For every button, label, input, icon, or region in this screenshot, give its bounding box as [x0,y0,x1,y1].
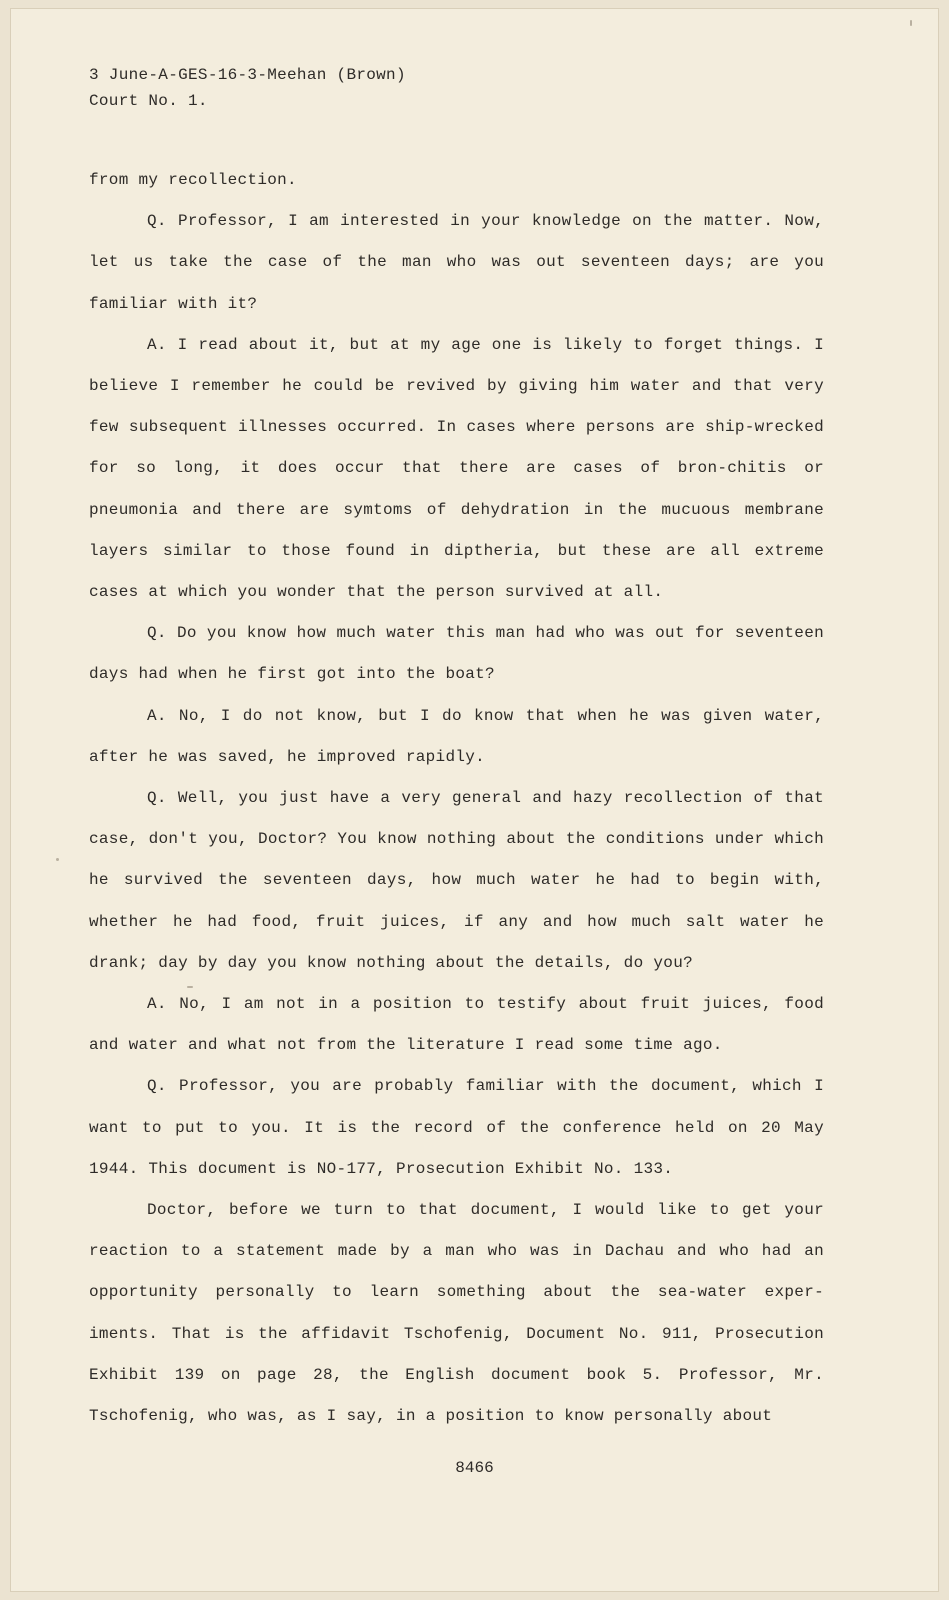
page-number: 8466 [455,1459,494,1477]
paper-speck [910,20,912,26]
paragraph-question: Q. Do you know how much water this man had who was out for seventeen days had when he first got into the boat? [89,624,824,684]
paper-speck [56,858,59,861]
document-header [89,62,824,114]
paragraph-question: Q. Professor, you are probably familiar with the document, which I want to put to you. It is the record of the conference held on 20 May 1944. This document is NO-177, Prosecution Exhibit No. 133. [89,1077,824,1178]
paragraph-question: Q. Professor, I am interested in your knowledge on the matter. Now, let us take the case of the man who was out seventeen days; are you familiar with it? [89,212,824,313]
header-line-case: 3 June-A-GES-16-3-Meehan (Brown) [89,66,406,84]
document-page [10,8,939,1592]
paper-speck [187,986,193,988]
paragraph-continuation: from my recollection. [89,171,297,189]
paragraph-answer: A. No, I am not in a position to testify about fruit juices, food and water and what not from the literature I read some time ago. [89,995,824,1055]
paragraph-question: Q. Well, you just have a very general and hazy recollection of that case, don't you, Doctor? You know nothing about the conditions under which he survived the seventeen days, how much water he had to begin with, whether he had food, fruit juices, if any and how much salt water he drank; day by day you know nothing about the details, do you? [89,789,824,972]
header-line-court: Court No. 1. [89,92,208,110]
paragraph-answer: A. I read about it, but at my age one is likely to forget things. I believe I remember he could be revived by giving him water and that very few subsequent illnesses occurred. In cases where persons are ship-wrecked for so long, it does occur that there are cases of bron-chitis or pneumonia and there are symtoms of dehydration in the mucuous membrane layers similar to those found in diptheria, but these are all extreme cases at which you wonder that the person survived at all. [89,335,824,602]
transcript-body [89,160,824,1437]
paragraph-answer: A. No, I do not know, but I do know that when he was given water, after he was saved, he improved rapidly. [89,706,824,766]
paragraph-statement: Doctor, before we turn to that document, I would like to get your reaction to a statement made by a man who was in Dachau and who had an opportunity personally to learn something about the sea-water exper-iments. That is the affidavit Tschofenig, Document No. 911, Prosecution Exhibit 139 on page 28, the English document book 5. Professor, Mr. Tschofenig, who was, as I say, in a position to know personally about [89,1201,824,1426]
